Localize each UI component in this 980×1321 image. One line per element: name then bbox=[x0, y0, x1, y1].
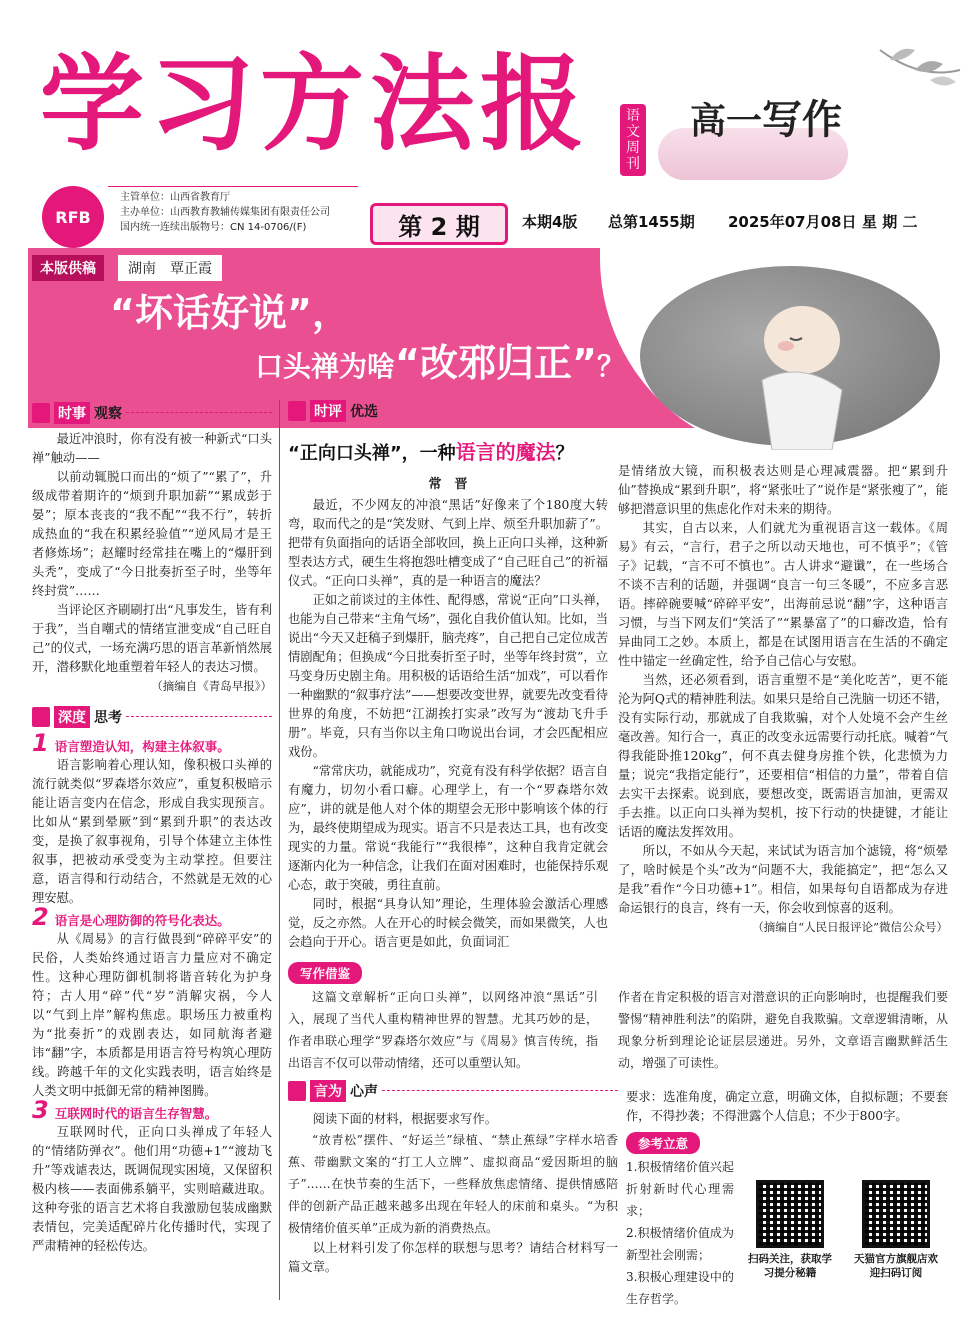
prompt-material: “放青松”摆件、“好运兰”绿植、“禁止蕉绿”字样水培香蕉、带幽默文案的“打工人立牌”、虚拟商品“爱因斯坦的脑子”……在快节奏的生活下，一些释放焦虑情绪、提供情感陪伴的创新产品正越来越多出现在年轻人的床前和桌头。“为积极情绪价值买单”正成为新的消费热点。 bbox=[288, 1133, 618, 1235]
writing-prompt bbox=[288, 1080, 618, 1277]
qr-code-icon[interactable] bbox=[862, 1180, 930, 1248]
source-note: （摘编自《青岛早报》） bbox=[151, 679, 272, 693]
headline-line1: “坏话好说”， bbox=[110, 291, 350, 335]
article-continued bbox=[618, 462, 948, 937]
section-highlight: 时事 bbox=[54, 402, 90, 424]
headline-pre: 口头禅为啥 bbox=[255, 350, 396, 383]
section-header-commentary bbox=[288, 400, 608, 422]
section-highlight: 时评 bbox=[310, 400, 346, 422]
article-author: 常 晋 bbox=[428, 477, 468, 492]
paragraph: 阅读下面的材料，根据要求写作。 bbox=[312, 1112, 498, 1126]
headline-line2 bbox=[255, 332, 625, 387]
total-issue: 总第1455期 bbox=[608, 213, 695, 231]
bamboo-illustration bbox=[860, 40, 970, 150]
sleeping-monk-illustration bbox=[742, 300, 862, 450]
paragraph: 以前动辄脱口而出的“烦了”“累了”，升级成带着期许的“烦到升职加薪”“累成彭于晏”；原本丧丧的“我不配”“我不行”，转折成热血的“我在积累经验值”“逆风局才是王者修炼场”；赵耀时经常挂在嘴上的“爆肝到头秃”，变成了“今日批奏折至子时，坐等年终封赏”…… bbox=[32, 470, 272, 598]
issue-number: 第 2 期 bbox=[370, 203, 508, 245]
paragraph: 当然，还必须看到，语言重塑不是“美化吃苦”，更不能沦为阿Q式的精神胜利法。如果只是给自己洗脑一切还不错，没有实际行动，那就成了自我欺骗，对个人处境不会产生丝毫改善。知行合一，真正的改变永远需要行动托底。喊着“气得我能卧推120kg”，何不真去健身房推个铁，化悲愤为力量；说完“我指定能行”，还要相信“相信的力量”，带着自信去实干去探索。说到底，要想改变，既需语言加油，更需双手去推。以正向口头禅为契机，按下行动的快捷键，才能让话语的魔法发挥效用。 bbox=[618, 673, 948, 839]
section-rule bbox=[382, 1090, 618, 1092]
section-rule bbox=[126, 412, 272, 414]
info-divider bbox=[108, 186, 358, 187]
paragraph: 所以，不如从今天起，来试试为语言加个滤镜，将“烦晕了，啥时候是个头”改为“问题不大，我能搞定”，把“怎么又是我”看作“今日功德+1”。相信，如果每句自语都成为存进命运银行的良言，终有一天，你会收到惊喜的返利。 bbox=[618, 844, 948, 915]
edition-grade: 高一 bbox=[690, 101, 763, 142]
info-line: 主办单位：山西教育教辅传媒集团有限责任公司 bbox=[120, 207, 330, 218]
edition-subject: 写作 bbox=[762, 97, 843, 143]
section-header-deep-thinking bbox=[32, 706, 272, 728]
point-number: 2 bbox=[32, 903, 49, 931]
page-count: 本期4版 bbox=[522, 213, 578, 231]
section-icon bbox=[32, 707, 50, 727]
point-body: 互联网时代，正向口头禅成了年轻人的“情绪防弹衣”。他们用“功德+1”“渡劫飞升”等戏谑表达，既调侃现实困境，又保留积极内核——表面佛系躺平，实则暗藏进取。这种夸张的语言艺术将自我激励包装成幽默表情包，完美适配碎片化传播时代，实现了严肃精神的轻松传达。 bbox=[32, 1125, 272, 1253]
article-body bbox=[288, 496, 608, 952]
point-title: 语言是心理防御的符号化表达。 bbox=[54, 913, 230, 928]
section-icon bbox=[288, 1081, 306, 1101]
writing-review bbox=[288, 962, 948, 1074]
weekday: 星 期 二 bbox=[862, 213, 918, 231]
paragraph: 其实，自古以来，人们就尤为重视语言这一载体。《周易》有云，“言行，君子之所以动天地也，可不慎乎”；《管子》记载，“言不可不慎也”。古人讲求“避谶”，在一些场合不谈不吉利的话题，并强调“良言一句三冬暖”，不应多言恶语。摔碎碗要喊“碎碎平安”，出海前忌说“翻”字，这种语言习惯，与当下网友们“笑活了”“累暴富了”的口癖改造，恰有异曲同工之妙。本质上，都是在试图用语言在生活的不确定性中锚定一丝确定性，给予自己信心与安慰。 bbox=[618, 521, 948, 668]
point-title: 语言塑造认知，构建主体叙事。 bbox=[54, 739, 230, 754]
paragraph: “常常庆功，就能成功”，究竟有没有科学依据？语言自有魔力，切勿小看口癖。心理学上，有一个“罗森塔尔效应”，讲的就是他人对个体的期望会无形中影响该个体的行为，最终使期望成为现实。语言不只是表达工具，也有改变现实的力量。常说“我能行”“我很棒”，这种自我肯定就会逐渐内化为一种信念，让我们在面对困难时，也能保持乐观心态，敢于突破，勇往直前。 bbox=[288, 764, 608, 892]
section-icon bbox=[288, 401, 306, 421]
article-title-emphasis: 语言的魔法 bbox=[455, 440, 556, 464]
paragraph-continued: 是情绪放大镜，而积极表达则是心理减震器。把“累到升仙”替换成“累到升职”，将“紧张吐了”说作是“紧张瘦了”，能够把潜意识里的焦虑化作对未来的期待。 bbox=[618, 464, 948, 516]
newspaper-logo bbox=[42, 186, 104, 248]
qr-code-icon[interactable] bbox=[756, 1180, 824, 1248]
section-icon bbox=[32, 403, 50, 423]
reference-label: 参考立意 bbox=[626, 1132, 700, 1154]
paragraph: 最近冲浪时，你有没有被一种新式“口头禅”触动—— bbox=[32, 432, 272, 465]
section-header-prompt bbox=[288, 1080, 618, 1102]
observation-text bbox=[32, 430, 272, 696]
article-title-pre: “正向口头禅”，一种 bbox=[288, 443, 456, 464]
qr-caption: 天猫官方旗舰店欢迎扫码订阅 bbox=[854, 1253, 938, 1279]
reference-list bbox=[626, 1156, 734, 1310]
qr-caption: 扫码关注，获取学习提分秘籍 bbox=[748, 1253, 832, 1279]
left-column bbox=[32, 402, 272, 1256]
section-rest: 观察 bbox=[94, 406, 122, 422]
right-column bbox=[618, 462, 948, 937]
qr-block-wechat[interactable] bbox=[744, 1180, 836, 1280]
info-line: 国内统一连续出版物号：CN 14-0706/(F) bbox=[120, 222, 307, 233]
review-text-right: 作者在肯定积极的语言对潜意识的正向影响时，也提醒我们要警惕“精神胜利法”的陷阱，避免自我欺骗。文章逻辑清晰，从现象分析到理论论证层层递进。另外，文章语言幽默鲜活生动，增强了可读性。 bbox=[618, 990, 948, 1070]
paragraph: 最近，不少网友的冲浪“黑话”好像来了个180度大转弯，取而代之的是“笑发财、气到上岸、烦至升职加薪了”。把带有负面指向的话语全部收回，换上正向口头禅，这种新型表达方式，硬生生将抱怨吐槽变成了“自己旺自己”的祈福仪式。“正向口头禅”，真的是一种语言的魔法？ bbox=[288, 498, 608, 588]
section-highlight: 言为 bbox=[310, 1080, 346, 1102]
column-divider bbox=[279, 400, 280, 1300]
middle-column bbox=[288, 400, 608, 952]
paragraph: 正如之前谈过的主体性、配得感，常说“正向”口头禅，也能为自己带来“主角气场”，强化自我价值认知。比如，当说出“今天又赶稿子到爆肝，脑壳疼”，自己把自己定位成苦情剧配角；但换成“今日批奏折至子时，坐等年终封赏”，立马变身历史剧主角。用积极的话语给生活“加戏”，可以看作一种幽默的“叙事疗法”——想要改变世界，就要先改变看待世界的角度，不妨把“江湖挨打实录”改写为“渡劫飞升手册”。毕竟，只有当你以主角口吻说出台词，才会匹配相应戏份。 bbox=[288, 593, 608, 759]
review-label: 写作借鉴 bbox=[288, 962, 362, 984]
qr-codes bbox=[744, 1180, 944, 1280]
point-number: 3 bbox=[32, 1096, 49, 1124]
deep-thinking-text bbox=[32, 729, 272, 1256]
reference-item: 1.积极情绪价值兴起折射新时代心理需求； bbox=[626, 1160, 734, 1218]
point-item bbox=[32, 729, 272, 908]
headline-post: ？ bbox=[596, 350, 625, 383]
source-note: （摘编自“人民日报评论”微信公众号） bbox=[752, 920, 948, 934]
headline-emphasis: “改邪归正” bbox=[395, 341, 597, 385]
review-text-left: 这篇文章解析“正向口头禅”，以网络冲浪“黑话”引入，展现了当代人重构精神世界的智慧。尤其巧妙的是，作者串联心理学“罗森塔尔效应”与《周易》慎言传统，指出语言不仅可以带动情绪，还可以重塑认知。 bbox=[288, 990, 598, 1070]
article-title-post: ？ bbox=[555, 443, 574, 464]
prompt-task bbox=[288, 1239, 618, 1277]
reference-item: 3.积极心理建设中的生存哲学。 bbox=[626, 1270, 734, 1306]
section-rest: 思考 bbox=[94, 710, 122, 726]
section-rule bbox=[126, 716, 272, 718]
weekly-tag: 语文周刊 bbox=[620, 104, 646, 176]
paragraph: 同时，根据“具身认知”理论，生理体验会激活心理感觉，反之亦然。人在开心的时候会微笑，而如果微笑，人也会趋向于开心。语言更是如此，负面词汇 bbox=[288, 897, 608, 949]
requirement-text: 要求：选准角度，确定立意，明确文体，自拟标题；不要套作，不得抄袭；不得泄露个人信息；不少于800字。 bbox=[626, 1090, 948, 1123]
prompt-intro bbox=[288, 1110, 618, 1129]
prompt-requirements bbox=[626, 1088, 948, 1306]
publisher-info bbox=[120, 190, 330, 235]
info-line: 主管单位：山西省教育厅 bbox=[120, 192, 230, 203]
reference-item: 2.积极情绪价值成为新型社会刚需； bbox=[626, 1226, 734, 1262]
point-body: 语言影响着心理认知，像积极口头禅的流行就类似“罗森塔尔效应”，重复积极暗示能让语言变内在信念，形成自我实现预言。比如从“累到晕厥”到“累到升职”的表达改变，是换了叙事视角，引导个体建立主体性叙事，把被动承受变为主动掌控。但要注意，语言得和行动结合，不然就是无效的心理安慰。 bbox=[32, 758, 272, 905]
point-item bbox=[32, 1096, 272, 1256]
edition-label bbox=[690, 88, 842, 145]
point-title: 互联网时代的语言生存智慧。 bbox=[54, 1106, 218, 1121]
point-number: 1 bbox=[32, 729, 49, 757]
qr-block-store[interactable] bbox=[850, 1180, 942, 1280]
section-rest: 心声 bbox=[350, 1084, 378, 1100]
issue-date: 2025年07月08日 bbox=[728, 213, 857, 231]
supplier-name: 湖南 覃正霞 bbox=[118, 255, 222, 281]
section-highlight: 深度 bbox=[54, 706, 90, 728]
article-title bbox=[288, 436, 608, 465]
section-header-current-affairs bbox=[32, 402, 272, 424]
logo-abbr: RFB bbox=[55, 207, 91, 227]
masthead-title: 学习方法报 bbox=[40, 43, 591, 165]
section-rest: 优选 bbox=[350, 404, 378, 420]
paragraph: 当评论区齐刷刷打出“凡事发生，皆有利于我”，当自嘲式的情绪宣泄变成“自己旺自己”的仪式，一场充满巧思的语言革新悄然展开，潜移默化地重塑着年轻人的表达习惯。 bbox=[32, 603, 272, 674]
paragraph: 以上材料引发了你怎样的联想与思考？请结合材料写一篇文章。 bbox=[288, 1241, 618, 1274]
supplier-label: 本版供稿 bbox=[32, 255, 104, 281]
point-item bbox=[32, 903, 272, 1101]
point-body: 从《周易》的言行做畏到“碎碎平安”的民俗，人类始终通过语言力量应对不确定性。这种心理防御机制将谐音转化为护身符；古人用“碎”代“岁”消解灾祸，今人以“气到上岸”解构焦虑。职场压力被重构为“批奏折”的戏剧表达，如同航海者避讳“翻”字，本质都是用语言符号构筑心理防线。跨越千年的文化实践表明，语言始终是人类文明中抵御无常的精神图腾。 bbox=[32, 932, 272, 1098]
reference-section bbox=[626, 1132, 948, 1154]
